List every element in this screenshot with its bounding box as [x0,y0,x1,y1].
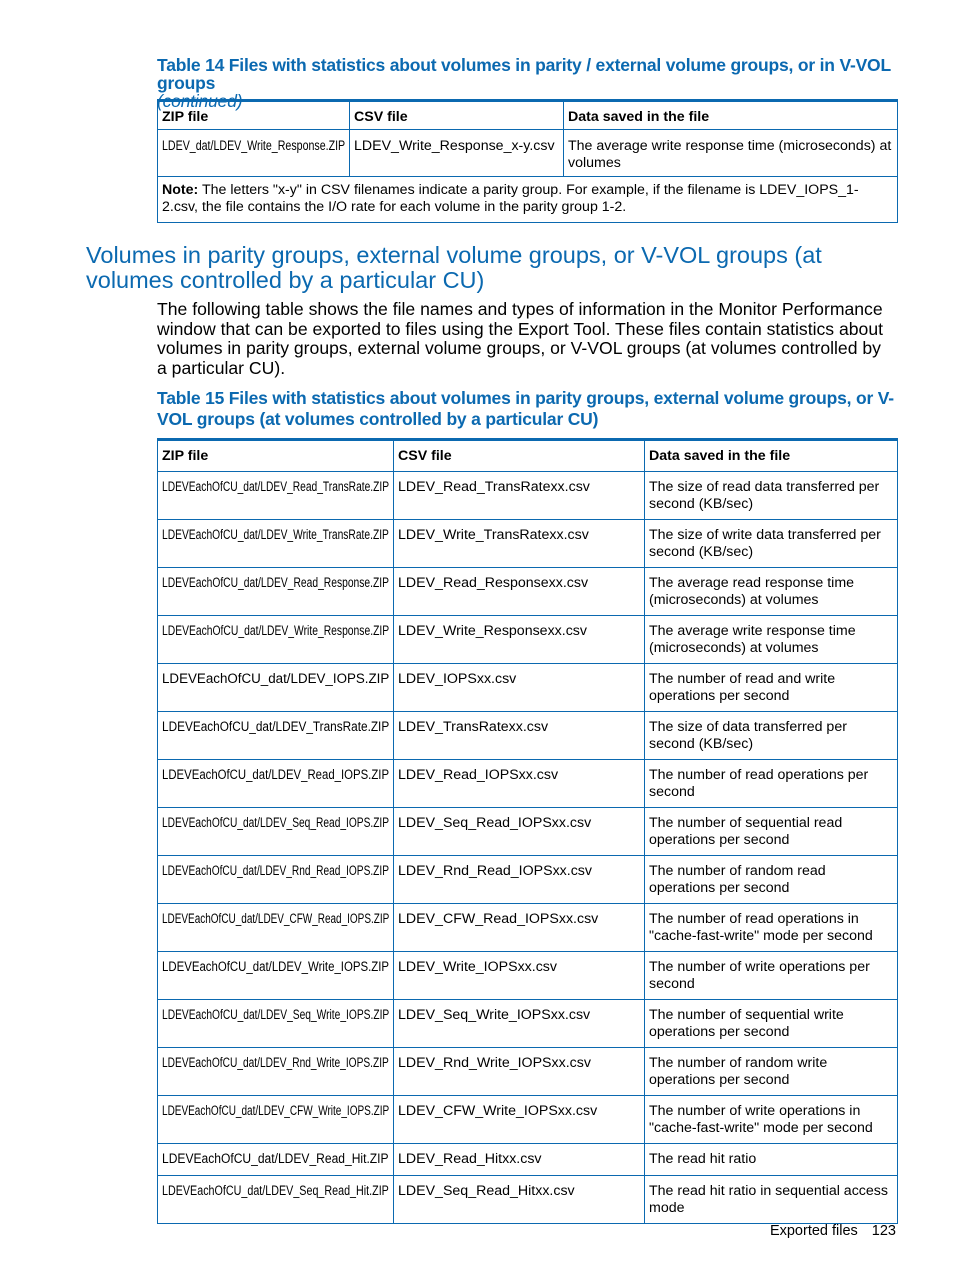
zip-cell [158,808,394,856]
zip-cell [158,520,394,568]
csv-cell: LDEV_CFW_Read_IOPSxx.csv [394,904,645,952]
column-header-zip: ZIP file [158,440,394,472]
zip-filename: LDEVEachOfCU_dat/LDEV_Rnd_Write_IOPS.ZIP [162,1055,389,1071]
column-header-csv: CSV file [394,440,645,472]
zip-filename: LDEV_dat/LDEV_Write_Response.ZIP [162,138,346,154]
table-row [158,952,898,1000]
zip-cell [158,1144,394,1176]
zip-filename: LDEVEachOfCU_dat/LDEV_Read_IOPS.ZIP [162,767,390,783]
csv-cell: LDEV_Rnd_Write_IOPSxx.csv [394,1048,645,1096]
csv-cell: LDEV_Seq_Write_IOPSxx.csv [394,1000,645,1048]
csv-cell: LDEV_IOPSxx.csv [394,664,645,712]
table-row [158,1000,898,1048]
table-row [158,616,898,664]
zip-cell [158,1096,394,1144]
description-cell: The number of random write operations per second [645,1048,898,1096]
table-14-header-row [158,101,898,130]
description-cell: The average read response time (microseconds) at volumes [645,568,898,616]
table-row [158,1176,898,1224]
table-row [158,472,898,520]
zip-filename: LDEVEachOfCU_dat/LDEV_Read_TransRate.ZIP [162,479,390,495]
description-cell: The number of sequential write operations per second [645,1000,898,1048]
table-14 [157,99,898,223]
zip-cell [158,616,394,664]
description-cell: The number of sequential read operations per second [645,808,898,856]
zip-cell [158,856,394,904]
csv-cell: LDEV_TransRatexx.csv [394,712,645,760]
column-header-data: Data saved in the file [564,101,898,130]
zip-cell [158,1048,394,1096]
table-row [158,1096,898,1144]
zip-cell [158,712,394,760]
zip-filename: LDEVEachOfCU_dat/LDEV_Rnd_Read_IOPS.ZIP [162,863,389,879]
zip-filename: LDEVEachOfCU_dat/LDEV_CFW_Read_IOPS.ZIP [162,911,390,927]
csv-cell: LDEV_Read_Responsexx.csv [394,568,645,616]
table-15-header-row [158,440,898,472]
zip-filename: LDEVEachOfCU_dat/LDEV_Seq_Read_IOPS.ZIP [162,815,390,831]
csv-cell: LDEV_CFW_Write_IOPSxx.csv [394,1096,645,1144]
table-14-continued: (continued) [157,91,243,111]
description-cell: The number of write operations per second [645,952,898,1000]
description-cell: The number of read operations per second [645,760,898,808]
csv-cell: LDEV_Read_Hitxx.csv [394,1144,645,1176]
description-cell: The number of read and write operations per second [645,664,898,712]
description-cell: The size of write data transferred per second (KB/sec) [645,520,898,568]
csv-cell: LDEV_Seq_Read_Hitxx.csv [394,1176,645,1224]
table-15-body [158,472,898,1224]
zip-cell [158,472,394,520]
description-cell: The number of read operations in "cache-fast-write" mode per second [645,904,898,952]
zip-filename: LDEVEachOfCU_dat/LDEV_IOPS.ZIP [162,671,390,687]
table-row [158,760,898,808]
table-row [158,130,898,177]
zip-filename: LDEVEachOfCU_dat/LDEV_CFW_Write_IOPS.ZIP [162,1103,390,1119]
table-row [158,1048,898,1096]
description-cell: The number of random read operations per second [645,856,898,904]
description-cell: The average write response time (microseconds) at volumes [564,130,898,177]
table-row [158,712,898,760]
zip-cell [158,904,394,952]
column-header-zip: ZIP file [158,101,350,130]
zip-filename: LDEVEachOfCU_dat/LDEV_Read_Response.ZIP [162,575,389,591]
zip-filename: LDEVEachOfCU_dat/LDEV_Write_TransRate.ZIP [162,527,389,543]
csv-cell: LDEV_Write_IOPSxx.csv [394,952,645,1000]
zip-cell [158,568,394,616]
description-cell: The number of write operations in "cache-fast-write" mode per second [645,1096,898,1144]
column-header-data: Data saved in the file [645,440,898,472]
table-row [158,520,898,568]
table-note-row [158,177,898,223]
note-label: Note: [162,182,199,198]
zip-filename: LDEVEachOfCU_dat/LDEV_TransRate.ZIP [162,719,390,735]
zip-filename: LDEVEachOfCU_dat/LDEV_Seq_Read_Hit.ZIP [162,1183,389,1199]
table-row [158,856,898,904]
table-note [158,177,898,223]
section-heading: Volumes in parity groups, external volume groups, or V-VOL groups (at volumes controlled by a particular CU) [86,242,822,293]
zip-cell [158,952,394,1000]
table-row [158,664,898,712]
zip-cell [158,1000,394,1048]
zip-cell [158,760,394,808]
table-row [158,808,898,856]
table-row [158,568,898,616]
table-15-caption: Table 15 Files with statistics about volumes in parity groups, external volume groups, or V-VOL groups (at volumes controlled by a particular CU) [157,388,894,429]
csv-cell: LDEV_Read_TransRatexx.csv [394,472,645,520]
csv-cell: LDEV_Write_TransRatexx.csv [394,520,645,568]
table-row [158,1144,898,1176]
csv-cell: LDEV_Write_Responsexx.csv [394,616,645,664]
csv-cell: LDEV_Write_Response_x-y.csv [350,130,564,177]
page-footer [770,1223,896,1239]
description-cell: The read hit ratio [645,1144,898,1176]
zip-filename: LDEVEachOfCU_dat/LDEV_Write_IOPS.ZIP [162,959,390,975]
intro-paragraph: The following table shows the file names and types of information in the Monitor Performance window that can be exported to files using the Export Tool. These files contain statistics about volumes in parity groups, external volume groups, or V-VOL groups (at volumes controlled by a particular CU). [157,299,883,379]
note-text: The letters "x-y" in CSV filenames indicate a parity group. For example, if the filename is LDEV_IOPS_1-2.csv, the file contains the I/O rate for each volume in the parity group 1-2. [162,182,859,215]
csv-cell: LDEV_Rnd_Read_IOPSxx.csv [394,856,645,904]
zip-cell [158,130,350,177]
description-cell: The average write response time (microseconds) at volumes [645,616,898,664]
zip-cell [158,1176,394,1224]
zip-filename: LDEVEachOfCU_dat/LDEV_Write_Response.ZIP [162,623,390,639]
csv-cell: LDEV_Seq_Read_IOPSxx.csv [394,808,645,856]
column-header-csv: CSV file [350,101,564,130]
page-number: 123 [871,1223,896,1239]
csv-cell: LDEV_Read_IOPSxx.csv [394,760,645,808]
description-cell: The size of data transferred per second (KB/sec) [645,712,898,760]
footer-section-title: Exported files [769,1223,858,1239]
table-14-title: Table 14 Files with statistics about volumes in parity / external volume groups, or in V-VOL groups [157,55,891,93]
table-15 [157,438,898,1224]
description-cell: The read hit ratio in sequential access mode [645,1176,898,1224]
zip-filename: LDEVEachOfCU_dat/LDEV_Read_Hit.ZIP [162,1151,389,1167]
zip-filename: LDEVEachOfCU_dat/LDEV_Seq_Write_IOPS.ZIP [162,1007,390,1023]
description-cell: The size of read data transferred per second (KB/sec) [645,472,898,520]
zip-cell [158,664,394,712]
table-row [158,904,898,952]
